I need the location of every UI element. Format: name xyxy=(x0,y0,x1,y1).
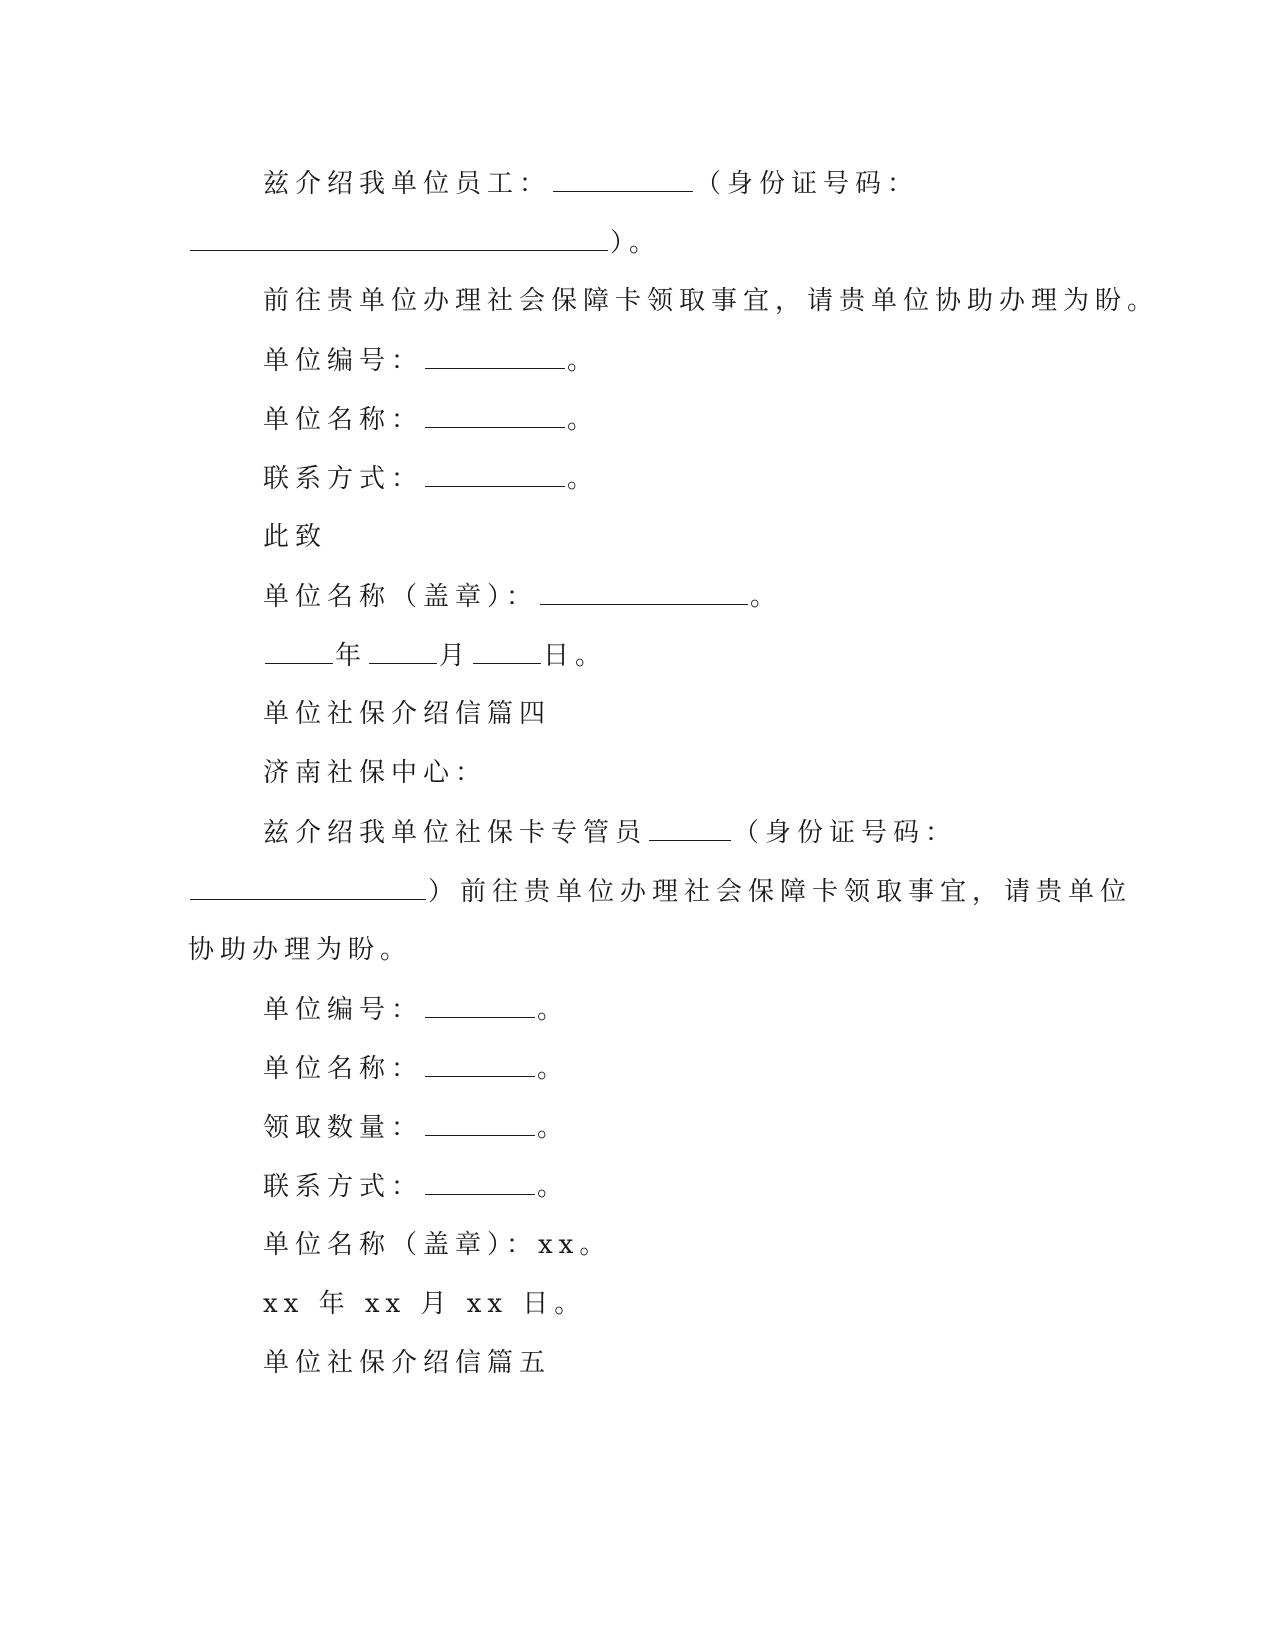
purpose-text: ）前往贵单位办理社会保障卡领取事宜，请贵单位 xyxy=(428,877,1133,907)
date-line xyxy=(263,637,607,674)
unit-number-line xyxy=(263,342,599,379)
id-label: （身份证号码： xyxy=(733,818,958,848)
unit-number-blank xyxy=(425,342,565,369)
end-mark: 。 xyxy=(537,1113,570,1143)
manager-name-blank xyxy=(649,814,731,841)
end-mark: 。 xyxy=(537,995,570,1025)
unit-number-blank xyxy=(425,991,535,1018)
end-mark: 。 xyxy=(567,464,600,494)
unit-name-label: 单位名称： xyxy=(263,1054,424,1084)
purpose-continuation: 协助办理为盼。 xyxy=(188,935,413,965)
id-number-blank xyxy=(190,224,608,251)
contact-blank xyxy=(425,1168,535,1195)
recipient: 济南社保中心： xyxy=(263,758,488,788)
end-mark: 。 xyxy=(567,346,600,376)
unit-name-blank xyxy=(425,401,565,428)
month-blank xyxy=(369,637,437,664)
unit-number-label: 单位编号： xyxy=(263,346,424,376)
end-mark: 。 xyxy=(567,405,600,435)
section-title: 单位社保介绍信篇五 xyxy=(263,1348,552,1378)
id-number-line xyxy=(188,224,661,261)
end-mark: 。 xyxy=(537,1172,570,1202)
quantity-blank xyxy=(425,1109,535,1136)
contact-label: 联系方式： xyxy=(263,1172,424,1202)
unit-name-line xyxy=(263,1050,569,1087)
section-title: 单位社保介绍信篇四 xyxy=(263,699,552,729)
unit-name-line xyxy=(263,401,599,438)
intro-prefix: 兹介绍我单位社保卡专管员 xyxy=(263,818,648,848)
contact-blank xyxy=(425,460,565,487)
unit-number-line xyxy=(263,991,569,1028)
contact-line xyxy=(263,460,599,497)
id-label: （身份证号码： xyxy=(695,169,920,199)
id-close: ）。 xyxy=(610,228,662,258)
unit-name-blank xyxy=(425,1050,535,1077)
quantity-label: 领取数量： xyxy=(263,1113,424,1143)
purpose-line: 前往贵单位办理社会保障卡领取事宜，请贵单位协助办理为盼。 xyxy=(263,286,1160,316)
end-mark: 。 xyxy=(750,582,783,612)
date-line: xx 年 xx 月 xx 日。 xyxy=(263,1289,587,1319)
unit-number-label: 单位编号： xyxy=(263,995,424,1025)
year-label: 年 xyxy=(335,641,368,671)
intro-line xyxy=(263,814,957,851)
seal-line xyxy=(263,578,782,615)
intro-prefix: 兹介绍我单位员工： xyxy=(263,169,552,199)
contact-label: 联系方式： xyxy=(263,464,424,494)
seal-line: 单位名称（盖章）：xx。 xyxy=(263,1230,612,1260)
day-blank xyxy=(473,637,541,664)
unit-name-label: 单位名称： xyxy=(263,405,424,435)
year-blank xyxy=(265,637,333,664)
employee-name-blank xyxy=(553,165,693,192)
intro-line xyxy=(263,165,919,202)
quantity-line xyxy=(263,1109,569,1146)
end-mark: 。 xyxy=(537,1054,570,1084)
month-label: 月 xyxy=(439,641,472,671)
seal-label: 单位名称（盖章）： xyxy=(263,582,539,612)
purpose-line xyxy=(188,873,1132,910)
day-label: 日。 xyxy=(543,641,608,671)
salutation: 此致 xyxy=(263,522,328,552)
contact-line xyxy=(263,1168,569,1205)
id-number-blank xyxy=(190,873,426,900)
seal-blank xyxy=(540,578,748,605)
